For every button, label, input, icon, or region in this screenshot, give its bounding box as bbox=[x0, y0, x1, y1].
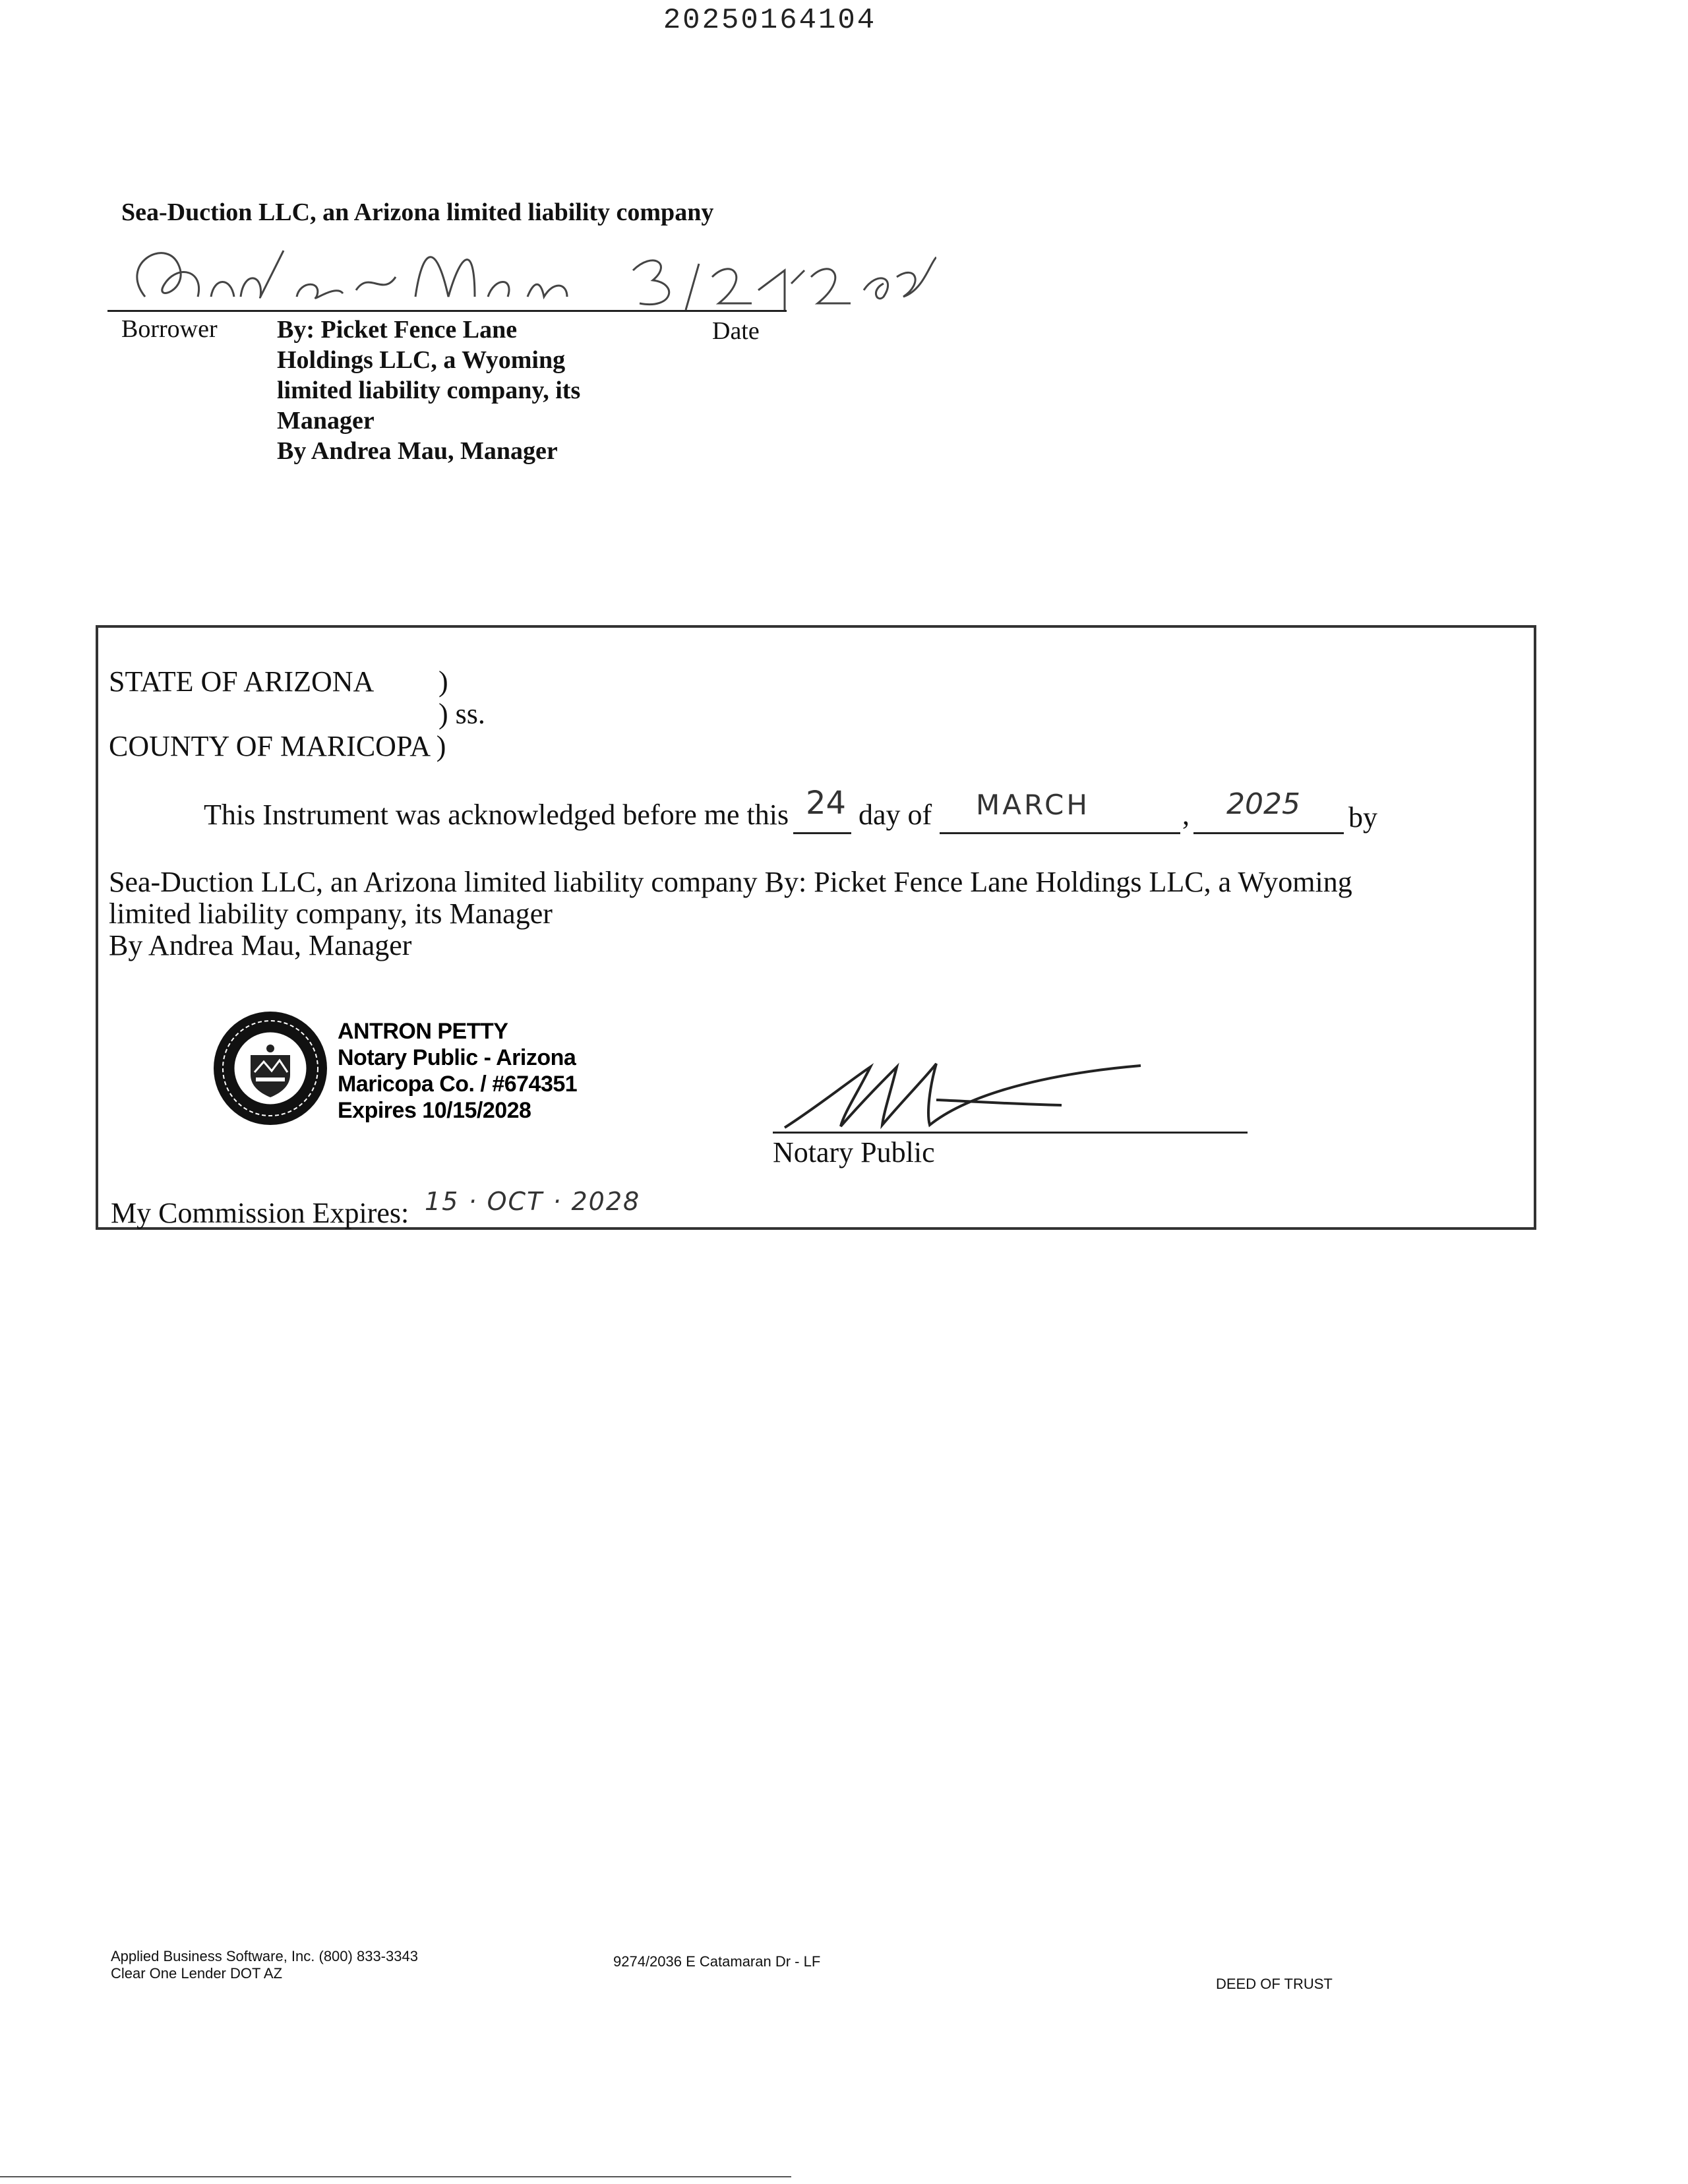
ack-year: 2025 bbox=[1226, 787, 1300, 821]
state-paren: ) bbox=[438, 665, 448, 698]
party-line-1: Sea-Duction LLC, an Arizona limited liability company By: Picket Fence Lane Holdings LLC, a Wyoming bbox=[109, 866, 1352, 898]
seal-name: ANTRON PETTY bbox=[338, 1019, 508, 1044]
seal-expires: Expires 10/15/2028 bbox=[338, 1098, 531, 1123]
month-blank bbox=[940, 832, 1180, 834]
by-line-4: Manager bbox=[277, 407, 375, 435]
ack-comma: , bbox=[1182, 799, 1190, 831]
commission-label: My Commission Expires: bbox=[111, 1197, 409, 1229]
signature-line bbox=[107, 310, 787, 312]
company-heading: Sea-Duction LLC, an Arizona limited liability company bbox=[121, 198, 714, 226]
notary-signature bbox=[771, 1054, 1154, 1133]
commission-handwritten-date: 15 · OCT · 2028 bbox=[425, 1187, 641, 1216]
footer-vendor-line-1: Applied Business Software, Inc. (800) 833-3343 bbox=[111, 1948, 418, 1964]
year-blank bbox=[1193, 832, 1344, 834]
party-block bbox=[109, 866, 1352, 961]
ss-label: ) ss. bbox=[438, 698, 485, 730]
signatory-block bbox=[277, 315, 580, 466]
ack-day: 24 bbox=[806, 785, 847, 822]
borrower-signature bbox=[106, 224, 936, 330]
footer-loan-ref: 9274/2036 E Catamaran Dr - LF bbox=[613, 1953, 821, 1970]
notary-seal-text bbox=[338, 1018, 577, 1124]
footer-doc-type: DEED OF TRUST bbox=[1216, 1976, 1333, 1992]
by-line-1: By: Picket Fence Lane bbox=[277, 316, 518, 344]
notary-public-label: Notary Public bbox=[773, 1136, 935, 1168]
by-line-2: Holdings LLC, a Wyoming bbox=[277, 346, 566, 374]
seal-title: Notary Public - Arizona bbox=[338, 1045, 576, 1070]
footer-vendor-line-2: Clear One Lender DOT AZ bbox=[111, 1965, 283, 1982]
ack-prefix: This Instrument was acknowledged before me this bbox=[204, 799, 789, 831]
ack-by: by bbox=[1348, 801, 1377, 834]
state-label: STATE OF ARIZONA bbox=[109, 665, 375, 698]
party-line-2: limited liability company, its Manager bbox=[109, 897, 553, 930]
ack-month: MARCH bbox=[976, 789, 1090, 821]
notary-signature-line bbox=[773, 1132, 1248, 1134]
borrower-label: Borrower bbox=[121, 315, 218, 343]
ack-day-of: day of bbox=[859, 799, 932, 831]
recording-number: 20250164104 bbox=[663, 4, 877, 37]
date-label: Date bbox=[712, 317, 760, 345]
by-line-5: By Andrea Mau, Manager bbox=[277, 437, 558, 465]
county-label: COUNTY OF MARICOPA ) bbox=[109, 730, 446, 762]
seal-commission: Maricopa Co. / #674351 bbox=[338, 1072, 578, 1097]
day-blank bbox=[793, 832, 851, 834]
party-line-3: By Andrea Mau, Manager bbox=[109, 929, 412, 961]
by-line-3: limited liability company, its bbox=[277, 377, 581, 404]
page-bottom-edge bbox=[0, 2176, 791, 2177]
arizona-state-seal-icon bbox=[211, 1009, 330, 1128]
footer-vendor bbox=[111, 1948, 418, 1982]
